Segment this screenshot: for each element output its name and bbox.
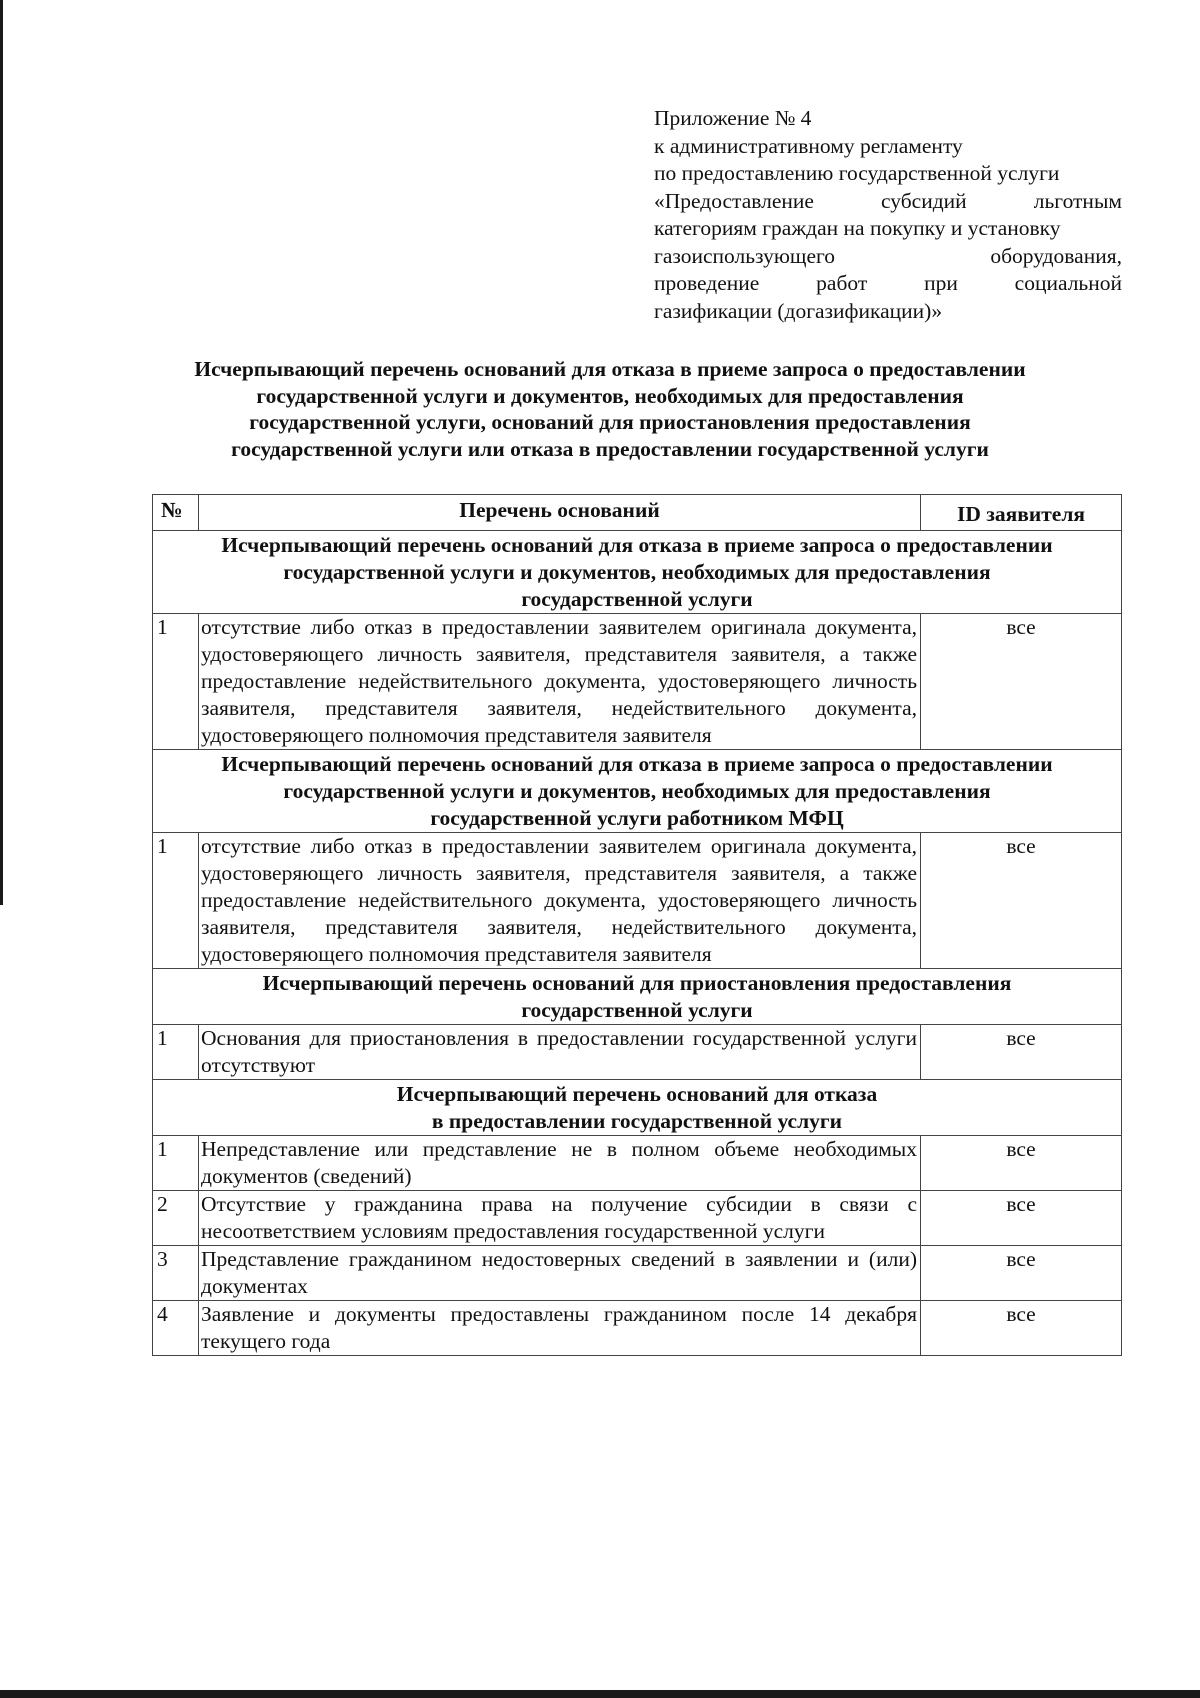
section-title-line: государственной услуги <box>521 998 753 1022</box>
appendix-line: к административному регламенту <box>654 133 963 158</box>
header-grounds: Перечень оснований <box>199 495 921 531</box>
table-row <box>153 1136 1122 1191</box>
row-number: 4 <box>153 1301 199 1356</box>
row-number: 1 <box>153 1025 199 1080</box>
section-title-line: Исчерпывающий перечень оснований для отказа <box>396 1082 878 1106</box>
section-title <box>153 531 1122 614</box>
table-header-row <box>153 495 1122 531</box>
row-ground: Непредставление или представление не в полном объеме необходимых документов (сведений) <box>199 1136 921 1191</box>
appendix-line: категориям граждан на покупку и установку <box>654 216 1061 240</box>
row-ground: Представление гражданином недостоверных сведений в заявлении и (или) документах <box>199 1246 921 1301</box>
section-title-line: государственной услуги работником МФЦ <box>430 806 844 830</box>
row-ground: Отсутствие у гражданина права на получение субсидии в связи с несоответствием условиям предоставления государственной услуги <box>199 1191 921 1246</box>
row-applicant-id: все <box>921 1136 1122 1191</box>
title-line: государственной услуги и документов, необходимых для предоставления <box>256 383 964 408</box>
header-number: № <box>153 495 199 531</box>
section-title <box>153 969 1122 1025</box>
section-header-row <box>153 969 1122 1025</box>
section-title-line: государственной услуги и документов, необходимых для предоставления <box>283 560 991 584</box>
title-line: Исчерпывающий перечень оснований для отказа в приеме запроса о предоставлении <box>194 357 1026 381</box>
section-title-line: Исчерпывающий перечень оснований для отказа в приеме запроса о предоставлении <box>221 752 1053 776</box>
row-applicant-id: все <box>921 1191 1122 1246</box>
row-number: 1 <box>153 614 199 750</box>
row-applicant-id: все <box>921 833 1122 969</box>
appendix-line: Приложение № 4 <box>654 106 812 130</box>
scan-bottom-edge <box>0 1690 1200 1698</box>
row-ground: Основания для приостановления в предоставлении государственной услуги отсутствуют <box>199 1025 921 1080</box>
section-title-line: в предоставлении государственной услуги <box>431 1109 843 1133</box>
grounds-table <box>152 494 1122 1356</box>
row-applicant-id: все <box>921 614 1122 750</box>
row-number: 1 <box>153 833 199 969</box>
appendix-line: газификации (догазификации)» <box>654 298 943 323</box>
appendix-line: проведение работ при социальной <box>654 271 1122 295</box>
row-ground: отсутствие либо отказ в предоставлении заявителем оригинала документа, удостоверяющего личность заявителя, представителя заявителя, а также предоставление недействительного документа, удостоверяющего личность заявителя, представителя заявителя, недействительного документа, удостоверяющего полномочия представителя заявителя <box>199 833 921 969</box>
section-header-row <box>153 750 1122 833</box>
table-row <box>153 833 1122 969</box>
title-line: государственной услуги, оснований для приостановления предоставления <box>249 410 971 434</box>
section-title-line: государственной услуги <box>521 587 753 611</box>
scan-left-edge <box>0 0 3 905</box>
section-header-row <box>153 1080 1122 1136</box>
row-ground: отсутствие либо отказ в предоставлении заявителем оригинала документа, удостоверяющего личность заявителя, представителя заявителя, а также предоставление недействительного документа, удостоверяющего личность заявителя, представителя заявителя, недействительного документа, удостоверяющего полномочия представителя заявителя <box>199 614 921 750</box>
table-row <box>153 1246 1122 1301</box>
appendix-header <box>654 105 1122 325</box>
document-title <box>150 356 1070 462</box>
appendix-line: по предоставлению государственной услуги <box>654 161 1060 185</box>
section-title <box>153 1080 1122 1136</box>
table-row <box>153 614 1122 750</box>
table-row <box>153 1025 1122 1080</box>
row-number: 3 <box>153 1246 199 1301</box>
appendix-line: «Предоставление субсидий льготным <box>654 188 1122 213</box>
row-number: 2 <box>153 1191 199 1246</box>
table-row <box>153 1191 1122 1246</box>
section-title-line: государственной услуги и документов, необходимых для предоставления <box>283 779 991 803</box>
section-header-row <box>153 531 1122 614</box>
section-title <box>153 750 1122 833</box>
section-title-line: Исчерпывающий перечень оснований для отказа в приеме запроса о предоставлении <box>221 533 1053 557</box>
appendix-line: газоиспользующего оборудования, <box>654 243 1122 268</box>
row-ground: Заявление и документы предоставлены гражданином после 14 декабря текущего года <box>199 1301 921 1356</box>
header-applicant-id: ID заявителя <box>921 495 1122 531</box>
section-title-line: Исчерпывающий перечень оснований для приостановления предоставления <box>262 971 1012 995</box>
row-number: 1 <box>153 1136 199 1191</box>
row-applicant-id: все <box>921 1246 1122 1301</box>
row-applicant-id: все <box>921 1025 1122 1080</box>
row-applicant-id: все <box>921 1301 1122 1356</box>
table-row <box>153 1301 1122 1356</box>
title-line: государственной услуги или отказа в предоставлении государственной услуги <box>231 436 989 461</box>
